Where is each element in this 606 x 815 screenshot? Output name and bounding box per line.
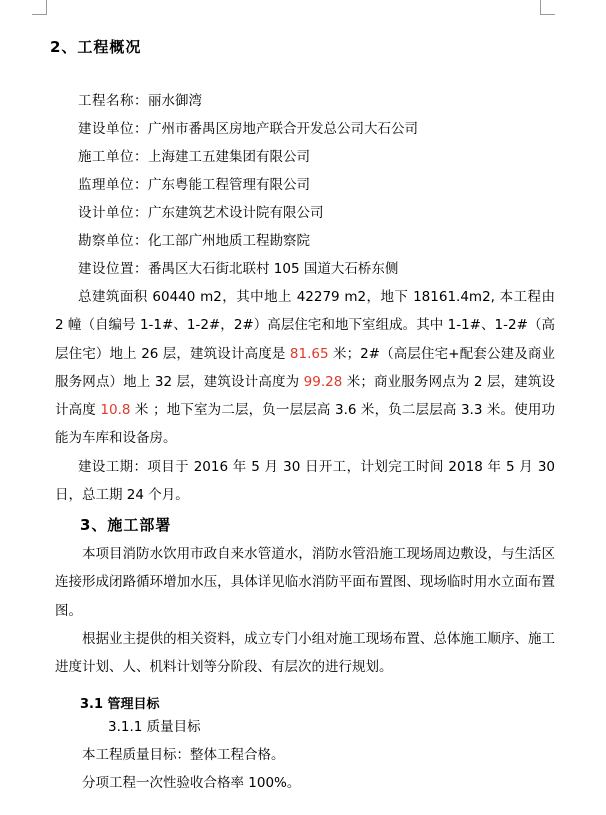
page-corner-mark [32, 0, 47, 15]
field-builder: 建设单位：广州市番禺区房地产联合开发总公司大石公司 [78, 121, 418, 137]
field-surveyor: 勘察单位：化工部广州地质工程勘察院 [78, 233, 310, 249]
quality-target: 本工程质量目标：整体工程合格。 [82, 747, 285, 763]
section-heading: 3、施工部署 [80, 516, 172, 534]
field-contractor: 施工单位：上海建工五建集团有限公司 [78, 149, 310, 165]
planning-paragraph: 根据业主提供的相关资料，成立专门小组对施工现场布置、总体施工顺序、施工进度计划、人、机料计划等分阶段、有层次的进行规划。 [55, 631, 555, 676]
area-paragraph: 总建筑面积 60440 m2，其中地上 42279 m2，地下 18161.4m2, 本工程由 2 幢（自编号 1-1#、1-2#，2#）高层住宅和地下室组成。其中 1-1#、1-2#（高层住宅）地上 26 层，建筑设计高度是 81.65 米；2#（高层住宅+配套公建及商业服务网点）地上 32 层，建筑设计高度为 99.28 米；商业服务网点为 2 层，建筑设计高度 10.8 米 ；地下室为二层，负一层层高 3.6 米，负二层层高 3.3 米。使用功能为车库和设备房。 [55, 289, 556, 447]
period-paragraph: 建设工期：项目于 2016 年 5 月 30 日开工，计划完工时间 2018 年 5 月 30 日，总工期 24 个月。 [55, 459, 555, 504]
field-location: 建设位置：番禺区大石街北联村 105 国道大石桥东侧 [78, 261, 399, 277]
field-project-name: 工程名称：丽水御湾 [78, 93, 202, 109]
sub-sub-heading: 3.1.1 质量目标 [108, 719, 201, 735]
page-corner-mark [540, 0, 555, 15]
height-highlight: 81.65 [289, 345, 329, 362]
section-heading: 2、工程概况 [50, 38, 142, 56]
fire-water-paragraph: 本项目消防水饮用市政自来水管道水，消防水管沿施工现场周边敷设，与生活区连接形成闭路循环增加水压，具体详见临水消防平面布置图、现场临时用水立面布置图。 [55, 546, 555, 619]
field-designer: 设计单位：广东建筑艺术设计院有限公司 [78, 205, 324, 221]
acceptance-rate: 分项工程一次性验收合格率 100%。 [82, 775, 301, 791]
height-highlight: 99.28 [303, 373, 343, 390]
sub-heading: 3.1 管理目标 [80, 697, 160, 712]
field-supervisor: 监理单位：广东粤能工程管理有限公司 [78, 177, 310, 193]
height-highlight: 10.8 [100, 402, 131, 419]
